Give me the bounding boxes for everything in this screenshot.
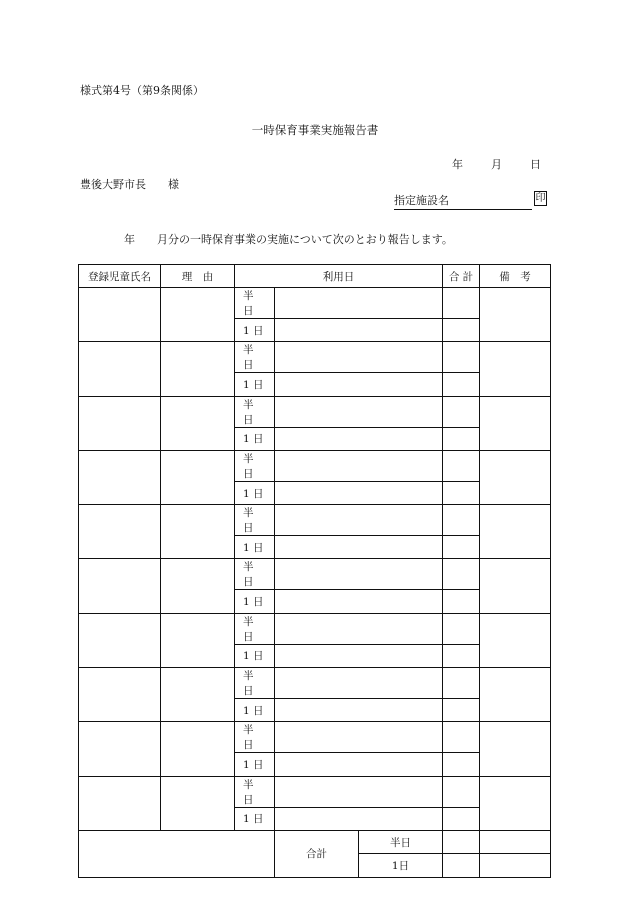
half-day-total-cell[interactable]	[443, 396, 480, 427]
remarks-cell[interactable]	[480, 722, 551, 776]
entry-row-half	[79, 396, 551, 427]
full-day-label: 1 日	[235, 481, 275, 504]
facility-label: 指定施設名	[394, 192, 532, 210]
half-day-dates-cell[interactable]	[275, 505, 443, 536]
footer-full-remarks[interactable]	[480, 854, 551, 877]
date-day: 日	[530, 158, 541, 171]
full-day-total-cell[interactable]	[443, 373, 480, 396]
full-day-dates-cell[interactable]	[275, 753, 443, 776]
reason-cell[interactable]	[161, 342, 235, 396]
half-day-total-cell[interactable]	[443, 450, 480, 481]
addressee: 豊後大野市長 様	[80, 178, 179, 191]
footer-blank	[79, 830, 275, 877]
full-day-total-cell[interactable]	[443, 807, 480, 830]
half-day-total-cell[interactable]	[443, 559, 480, 590]
half-day-label: 半 日	[235, 722, 275, 753]
full-day-label: 1 日	[235, 699, 275, 722]
reason-cell[interactable]	[161, 668, 235, 722]
footer-total-label: 合計	[275, 830, 359, 877]
full-day-label: 1 日	[235, 427, 275, 450]
child-name-cell[interactable]	[79, 342, 161, 396]
remarks-cell[interactable]	[480, 450, 551, 504]
full-day-dates-cell[interactable]	[275, 590, 443, 613]
half-day-dates-cell[interactable]	[275, 342, 443, 373]
full-day-label: 1 日	[235, 373, 275, 396]
half-day-total-cell[interactable]	[443, 776, 480, 807]
entry-row-half	[79, 505, 551, 536]
half-day-total-cell[interactable]	[443, 288, 480, 319]
half-day-label: 半 日	[235, 776, 275, 807]
child-name-cell[interactable]	[79, 668, 161, 722]
half-day-dates-cell[interactable]	[275, 613, 443, 644]
full-day-total-cell[interactable]	[443, 590, 480, 613]
footer-half-day: 半日	[359, 830, 443, 853]
reason-cell[interactable]	[161, 613, 235, 667]
half-day-label: 半 日	[235, 613, 275, 644]
date-line	[452, 156, 541, 172]
entry-row-half	[79, 776, 551, 807]
half-day-total-cell[interactable]	[443, 668, 480, 699]
half-day-label: 半 日	[235, 342, 275, 373]
full-day-dates-cell[interactable]	[275, 319, 443, 342]
seal-mark: 印	[535, 193, 546, 204]
entry-row-half	[79, 668, 551, 699]
full-day-label: 1 日	[235, 753, 275, 776]
half-day-dates-cell[interactable]	[275, 559, 443, 590]
full-day-total-cell[interactable]	[443, 536, 480, 559]
full-day-dates-cell[interactable]	[275, 481, 443, 504]
entry-row-half	[79, 613, 551, 644]
full-day-total-cell[interactable]	[443, 644, 480, 667]
half-day-dates-cell[interactable]	[275, 722, 443, 753]
full-day-total-cell[interactable]	[443, 699, 480, 722]
reason-cell[interactable]	[161, 396, 235, 450]
child-name-cell[interactable]	[79, 613, 161, 667]
entry-row-half	[79, 559, 551, 590]
half-day-label: 半 日	[235, 288, 275, 319]
full-day-label: 1 日	[235, 644, 275, 667]
footer-full-total[interactable]	[443, 854, 480, 877]
remarks-cell[interactable]	[480, 288, 551, 342]
entry-row-half	[79, 722, 551, 753]
facility-field	[394, 192, 546, 210]
footer-row-half	[79, 830, 551, 853]
half-day-total-cell[interactable]	[443, 722, 480, 753]
reason-cell[interactable]	[161, 722, 235, 776]
half-day-dates-cell[interactable]	[275, 668, 443, 699]
half-day-label: 半 日	[235, 668, 275, 699]
remarks-cell[interactable]	[480, 613, 551, 667]
full-day-label: 1 日	[235, 807, 275, 830]
full-day-dates-cell[interactable]	[275, 699, 443, 722]
full-day-label: 1 日	[235, 536, 275, 559]
footer-full-day: 1日	[359, 854, 443, 877]
entry-row-half	[79, 288, 551, 319]
child-name-cell[interactable]	[79, 722, 161, 776]
date-year: 年	[452, 158, 463, 171]
child-name-cell[interactable]	[79, 288, 161, 342]
full-day-total-cell[interactable]	[443, 753, 480, 776]
remarks-cell[interactable]	[480, 342, 551, 396]
full-day-label: 1 日	[235, 319, 275, 342]
intro-text: 年 月分の一時保育事業の実施について次のとおり報告します。	[124, 233, 453, 246]
half-day-label: 半 日	[235, 450, 275, 481]
reason-cell[interactable]	[161, 288, 235, 342]
half-day-total-cell[interactable]	[443, 613, 480, 644]
header-total: 合 計	[443, 265, 480, 288]
child-name-cell[interactable]	[79, 505, 161, 559]
child-name-cell[interactable]	[79, 776, 161, 830]
reason-cell[interactable]	[161, 505, 235, 559]
full-day-total-cell[interactable]	[443, 427, 480, 450]
reason-cell[interactable]	[161, 776, 235, 830]
reason-cell[interactable]	[161, 559, 235, 613]
header-row	[79, 265, 551, 288]
footer-half-total[interactable]	[443, 830, 480, 853]
remarks-cell[interactable]	[480, 668, 551, 722]
full-day-dates-cell[interactable]	[275, 807, 443, 830]
full-day-dates-cell[interactable]	[275, 373, 443, 396]
half-day-dates-cell[interactable]	[275, 776, 443, 807]
full-day-dates-cell[interactable]	[275, 427, 443, 450]
half-day-label: 半 日	[235, 559, 275, 590]
header-child-name: 登録児童氏名	[79, 265, 161, 288]
report-table	[78, 264, 551, 878]
child-name-cell[interactable]	[79, 559, 161, 613]
child-name-cell[interactable]	[79, 450, 161, 504]
header-reason: 理 由	[161, 265, 235, 288]
date-month: 月	[491, 158, 502, 171]
footer-half-remarks[interactable]	[480, 830, 551, 853]
remarks-cell[interactable]	[480, 776, 551, 830]
full-day-dates-cell[interactable]	[275, 536, 443, 559]
half-day-label: 半 日	[235, 396, 275, 427]
half-day-total-cell[interactable]	[443, 505, 480, 536]
half-day-total-cell[interactable]	[443, 342, 480, 373]
full-day-dates-cell[interactable]	[275, 644, 443, 667]
remarks-cell[interactable]	[480, 505, 551, 559]
full-day-total-cell[interactable]	[443, 319, 480, 342]
header-usage-days: 利用日	[235, 265, 443, 288]
entry-row-half	[79, 450, 551, 481]
half-day-label: 半 日	[235, 505, 275, 536]
entry-row-half	[79, 342, 551, 373]
half-day-dates-cell[interactable]	[275, 288, 443, 319]
header-remarks: 備 考	[480, 265, 551, 288]
half-day-dates-cell[interactable]	[275, 450, 443, 481]
reason-cell[interactable]	[161, 450, 235, 504]
document-title: 一時保育事業実施報告書	[251, 123, 379, 137]
remarks-cell[interactable]	[480, 559, 551, 613]
form-number: 様式第4号（第9条関係）	[80, 84, 204, 97]
half-day-dates-cell[interactable]	[275, 396, 443, 427]
full-day-total-cell[interactable]	[443, 481, 480, 504]
full-day-label: 1 日	[235, 590, 275, 613]
child-name-cell[interactable]	[79, 396, 161, 450]
remarks-cell[interactable]	[480, 396, 551, 450]
